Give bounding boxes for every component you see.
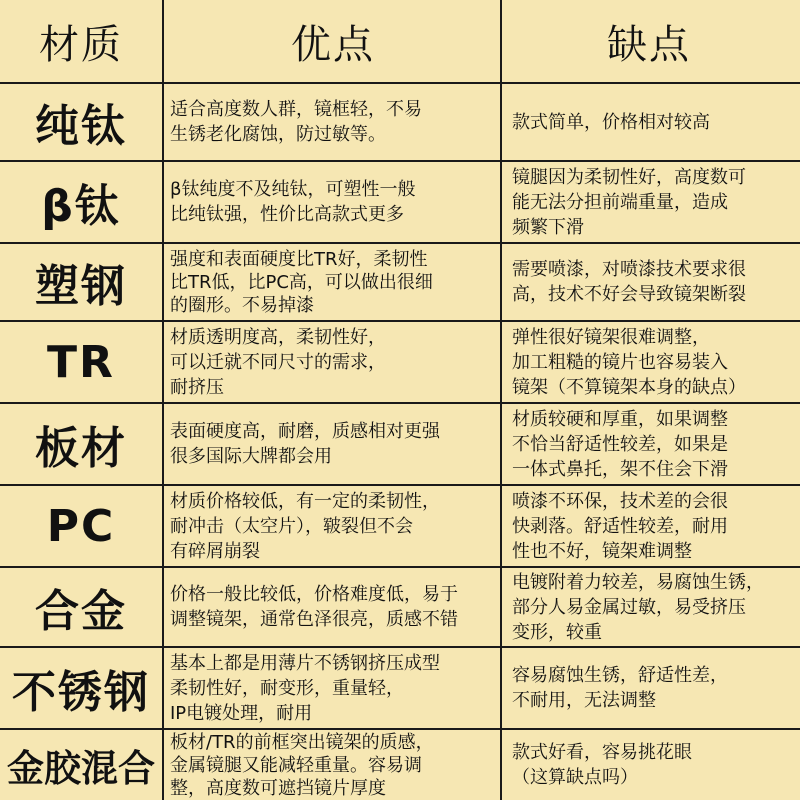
cons-text: 弹性很好镜架很难调整， 加工粗糙的镜片也容易装入 镜架（不算镜架本身的缺点） bbox=[512, 326, 746, 398]
header-material: 材质 bbox=[39, 21, 123, 68]
table-row bbox=[0, 730, 800, 800]
cons-text: 喷漆不环保，技术差的会很 快剥落。舒适性较差，耐用 性也不好，镜架难调整 bbox=[512, 490, 728, 562]
cons-cell bbox=[502, 486, 800, 566]
pros-text: 材质透明度高，柔韧性好， 可以迁就不同尺寸的需求， 耐挤压 bbox=[170, 326, 386, 398]
cons-cell bbox=[502, 244, 800, 320]
material-name: 塑钢 bbox=[35, 261, 127, 312]
pros-text: 板材/TR的前框突出镜架的质感， 金属镜腿又能减轻重量。容易调 整，高度数可遮挡镜片厚度 bbox=[170, 731, 434, 799]
pros-cell bbox=[164, 568, 502, 646]
cons-cell bbox=[502, 322, 800, 402]
pros-text: 表面硬度高，耐磨，质感相对更强 很多国际大牌都会用 bbox=[170, 421, 440, 467]
material-name: 纯钛 bbox=[35, 101, 127, 152]
table-row bbox=[0, 568, 800, 648]
pros-cell bbox=[164, 404, 502, 484]
table-row bbox=[0, 84, 800, 162]
table-row bbox=[0, 322, 800, 404]
material-cell bbox=[0, 648, 164, 728]
cons-cell bbox=[502, 730, 800, 800]
table-header-row bbox=[0, 0, 800, 84]
header-cell-pros bbox=[164, 0, 502, 82]
material-cell bbox=[0, 244, 164, 320]
material-cell bbox=[0, 404, 164, 484]
material-cell bbox=[0, 730, 164, 800]
material-name: TR bbox=[47, 336, 115, 388]
cons-text: 款式好看，容易挑花眼 （这算缺点吗） bbox=[512, 742, 692, 788]
material-cell bbox=[0, 568, 164, 646]
pros-cell bbox=[164, 648, 502, 728]
table-row bbox=[0, 162, 800, 244]
pros-cell bbox=[164, 730, 502, 800]
pros-cell bbox=[164, 84, 502, 160]
cons-cell bbox=[502, 568, 800, 646]
cons-cell bbox=[502, 648, 800, 728]
material-cell bbox=[0, 162, 164, 242]
table-row bbox=[0, 244, 800, 322]
material-cell bbox=[0, 486, 164, 566]
cons-text: 需要喷漆，对喷漆技术要求很 高，技术不好会导致镜架断裂 bbox=[512, 259, 746, 305]
header-cons: 缺点 bbox=[607, 21, 691, 68]
material-name: 合金 bbox=[35, 586, 127, 637]
cons-cell bbox=[502, 162, 800, 242]
material-name: 金胶混合 bbox=[7, 747, 155, 790]
material-name: 不锈钢 bbox=[12, 667, 150, 718]
material-name: 板材 bbox=[35, 423, 127, 474]
pros-cell bbox=[164, 486, 502, 566]
header-cell-material bbox=[0, 0, 164, 82]
pros-text: 强度和表面硬度比TR好，柔韧性 比TR低，比PC高，可以做出很细 的圈形。不易掉漆 bbox=[170, 248, 433, 316]
material-cell bbox=[0, 84, 164, 160]
pros-text: 材质价格较低，有一定的柔韧性， 耐冲击（太空片），皲裂但不会 有碎屑崩裂 bbox=[170, 490, 440, 562]
pros-text: 适合高度数人群，镜框轻，不易 生锈老化腐蚀，防过敏等。 bbox=[170, 99, 422, 145]
header-pros: 优点 bbox=[291, 21, 375, 68]
table-row bbox=[0, 648, 800, 730]
cons-text: 款式简单，价格相对较高 bbox=[512, 111, 710, 133]
pros-text: 基本上都是用薄片不锈钢挤压成型 柔韧性好，耐变形，重量轻， IP电镀处理，耐用 bbox=[170, 652, 440, 724]
cons-text: 镜腿因为柔韧性好，高度数可 能无法分担前端重量，造成 频繁下滑 bbox=[512, 166, 746, 238]
cons-cell bbox=[502, 84, 800, 160]
cons-text: 材质较硬和厚重，如果调整 不恰当舒适性较差，如果是 一体式鼻托，架不住会下滑 bbox=[512, 408, 728, 480]
table-row bbox=[0, 404, 800, 486]
material-cell bbox=[0, 322, 164, 402]
pros-cell bbox=[164, 162, 502, 242]
material-name: β钛 bbox=[41, 181, 121, 232]
header-cell-cons bbox=[502, 0, 800, 82]
pros-cell bbox=[164, 244, 502, 320]
cons-text: 容易腐蚀生锈，舒适性差， 不耐用，无法调整 bbox=[512, 665, 728, 711]
pros-cell bbox=[164, 322, 502, 402]
cons-text: 电镀附着力较差，易腐蚀生锈， 部分人易金属过敏，易受挤压 变形，较重 bbox=[512, 571, 764, 643]
material-name: PC bbox=[46, 500, 116, 552]
cons-cell bbox=[502, 404, 800, 484]
pros-text: β钛纯度不及纯钛，可塑性一般 比纯钛强，性价比高款式更多 bbox=[170, 179, 416, 225]
table-row bbox=[0, 486, 800, 568]
pros-text: 价格一般比较低，价格难度低，易于 调整镜架，通常色泽很亮，质感不错 bbox=[170, 584, 458, 630]
